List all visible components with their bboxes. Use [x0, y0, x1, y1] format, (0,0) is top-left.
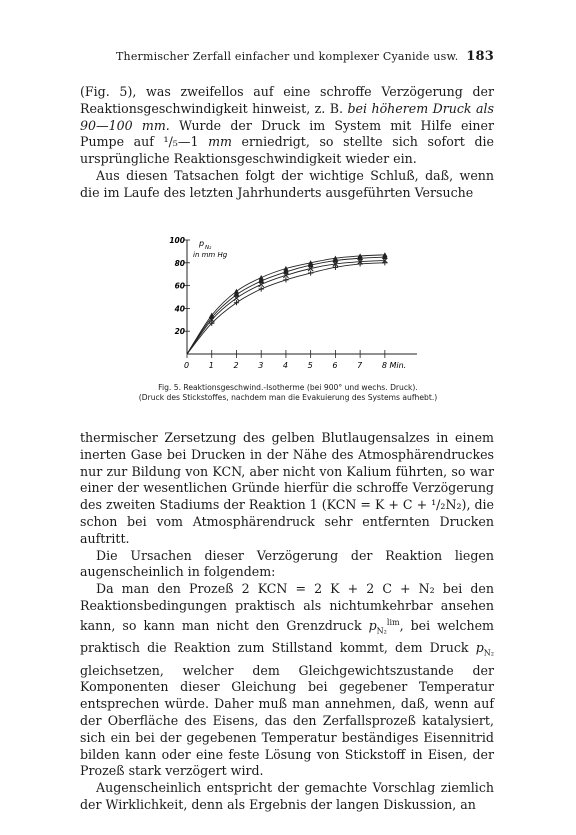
paragraph-1: (Fig. 5), was zweifellos auf eine schroffe Verzögerung der Reaktionsgeschwindigkeit hinweist, z. B. bei höherem Druck als 90—100 mm. Wurde der Druck im System mit Hilfe einer Pumpe auf ¹/₅—1 mm erniedrigt, so stellte sich sofort die ursprüngliche Reaktionsgeschwindigkeit wieder ein. [80, 84, 495, 167]
x-tick-label: 6 [332, 361, 338, 370]
paragraph-5: Da man den Prozeß 2 KCN = 2 K + 2 C + N₂ bei den Reaktionsbedingungen praktisch als nichtumkehrbar ansehen kann, so kann man nicht den Grenzdruck $p_{N_2}^{lim}$, bei welchem praktisch die Reaktion zum Stillstand kommt, dem Druck $p_{N_2}$ gleichsetzen, welcher dem Gleichgewichtszustande der Komponenten dieser Gleichung bei gegebener Temperatur entsprechen würde. Daher muß man annehmen, daß, wenn auf der Oberfläche des Eisens, das den Zerfallsprozeß katalysiert, sich ein bei der gegebenen Temperatur beständiges Eisennitrid bilden kann oder eine feste Lösung von Stickstoff in Eisen, der Prozeß stark verzögert wird. [80, 581, 494, 779]
y-tick-label: 20 [174, 327, 185, 337]
x-tick-label: 0 [184, 361, 190, 370]
y-label-sub: N₂ [205, 245, 212, 251]
y-tick-label: 60 [174, 281, 185, 291]
x-tick-label: 7 [357, 361, 363, 370]
figure-5 [165, 224, 425, 379]
paragraph-4: Die Ursachen dieser Verzögerung der Reaktion liegen augenscheinlich in folgendem: [80, 547, 494, 580]
data-point-plus [259, 286, 264, 291]
x-tick-label: 8 Min. [381, 361, 407, 370]
figure-caption [100, 383, 476, 402]
chart [165, 224, 425, 379]
paragraph-6: Augenscheinlich entspricht der gemachte Vorschlag ziemlich der Wirklichkeit, denn als Ergebnis der langen Diskussion, an [80, 780, 494, 812]
y-tick-label: 100 [169, 236, 185, 245]
paragraph-3: thermischer Zersetzung des gelben Blutlaugensalzes in einem inerten Gase bei Drucken in der Nähe des Atmosphärendruckes nur zur Bildung von KCN, aber nicht von Kalium führten, so war einer der wesentlichen Gründe hierfür die schroffe Verzögerung des zweiten Stadiums der Reaktion 1 (KCN = K + C + ¹/₂N₂), die schon bei vom Atmosphärendruck sehr entfernten Drucken auftritt. [80, 430, 494, 546]
body-text-top [80, 84, 494, 202]
series-line-3 [187, 261, 385, 354]
x-tick-label: 4 [282, 361, 289, 370]
x-tick-label: 5 [307, 361, 313, 370]
caption-line-2: (Druck des Stickstoffes, nachdem man die Evakuierung des Systems aufhebt.) [138, 393, 438, 402]
data-point-plus [283, 277, 288, 282]
y-label-symbol: p [199, 239, 205, 248]
x-tick-label: 2 [233, 361, 239, 370]
running-title: Thermischer Zerfall einfacher und komplexer Cyanide usw. [116, 50, 459, 63]
y-tick-label: 80 [174, 258, 185, 268]
data-point-plus [308, 270, 313, 275]
x-tick-label: 3 [258, 361, 264, 370]
page-number: 183 [466, 49, 494, 64]
y-label-unit: in mm Hg [193, 251, 228, 259]
paragraph-2: Aus diesen Tatsachen folgt der wichtige Schluß, daß, wenn die im Laufe des letzten Jahrhunderts ausgeführten Versuche [80, 167, 494, 200]
y-tick-label: 40 [174, 304, 185, 314]
x-tick-label: 1 [208, 361, 214, 370]
body-text-bottom [80, 430, 494, 814]
series-line-4 [187, 263, 385, 354]
caption-line-1: Fig. 5. Reaktionsgeschwind.-Isotherme (bei 900° und wechs. Druck). [158, 383, 418, 392]
